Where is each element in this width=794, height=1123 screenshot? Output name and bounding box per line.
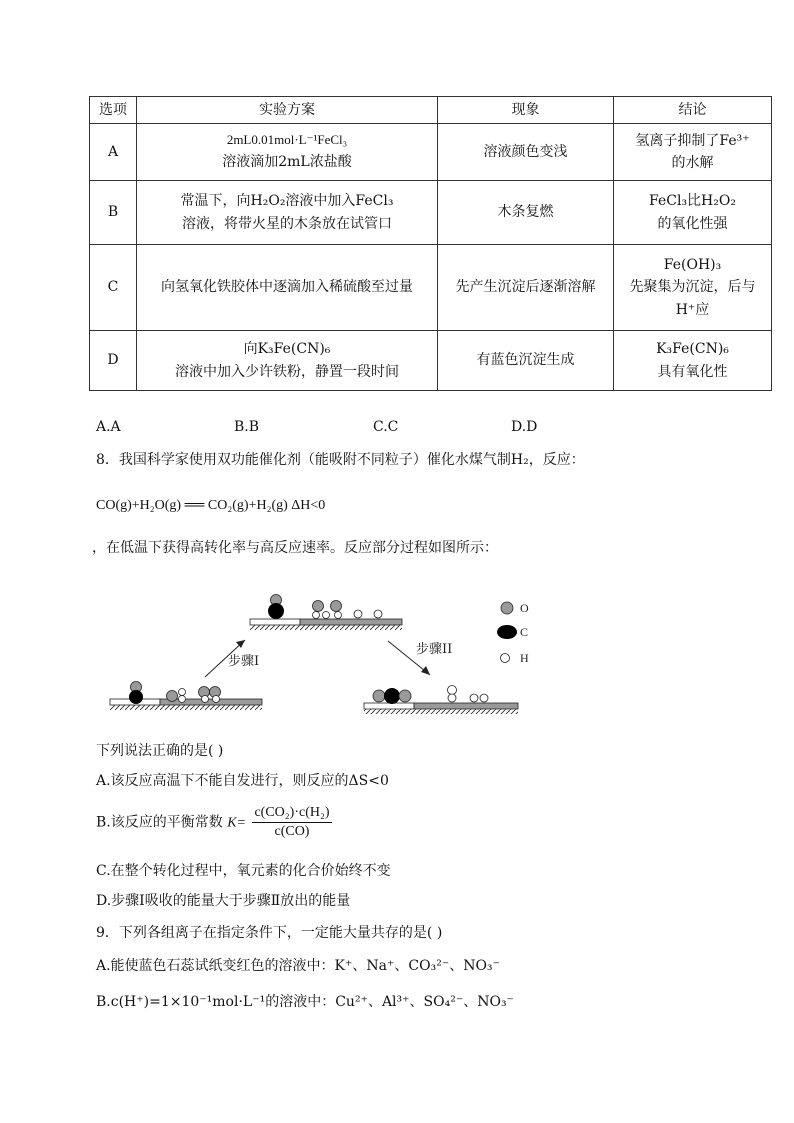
surface-final [364, 703, 518, 714]
q8-option-b[interactable] [96, 804, 334, 841]
diagram-legend [497, 601, 529, 665]
step2-label: 步骤II [416, 642, 453, 657]
molecule-co [268, 595, 284, 620]
plan-line: 2mL0.01mol·L⁻¹FeCl₃ [226, 132, 348, 148]
conclusion-line: Fe(OH)₃ [663, 256, 722, 273]
legend-label-hydrogen: H [520, 651, 529, 665]
row-conclusion [614, 331, 772, 391]
table-row [90, 124, 772, 181]
choice-c[interactable]: C.C [373, 419, 399, 435]
header-conclusion: 结论 [614, 97, 772, 124]
row-plan [137, 181, 438, 245]
row-phenomenon: 先产生沉淀后逐渐溶解 [438, 245, 614, 331]
header-option: 选项 [90, 97, 137, 124]
adsorbed-oh [313, 601, 383, 619]
q8-option-d[interactable]: D.步骤Ⅰ吸收的能量大于步骤Ⅱ放出的能量 [96, 893, 351, 909]
header-phenomenon: 现象 [438, 97, 614, 124]
plan-line: 溶液，将带火星的木条放在试管口 [182, 215, 392, 232]
row-phenomenon: 有蓝色沉淀生成 [438, 331, 614, 391]
q9-option-b[interactable]: B.c(H⁺)=1×10⁻¹mol·L⁻¹的溶液中：Cu²⁺、Al³⁺、SO₄²⁻、NO₃⁻ [96, 994, 514, 1010]
row-plan [137, 331, 438, 391]
row-option: A [90, 124, 137, 181]
reaction-process-diagram [100, 585, 560, 720]
row-conclusion [614, 124, 772, 181]
table-row [90, 181, 772, 245]
legend-swatch-carbon [497, 625, 517, 639]
q8-equation: CO(g)+H₂O(g) ══ CO₂(g)+H₂(g) ΔH<0 [96, 498, 326, 513]
surface-intermediate [250, 619, 402, 630]
q8-prompt: 下列说法正确的是( ) [96, 743, 224, 759]
q8-option-c[interactable]: C.在整个转化过程中，氧元素的化合价始终不变 [96, 863, 391, 879]
step1-label: 步骤I [228, 654, 260, 669]
fraction-denominator: c(CO) [274, 824, 310, 839]
choice-b[interactable]: B.B [234, 419, 260, 435]
plan-line: 溶液滴加2mL浓盐酸 [222, 154, 352, 171]
legend-swatch-oxygen [501, 602, 513, 614]
choice-d[interactable]: D.D [511, 419, 538, 435]
row-option: D [90, 331, 137, 391]
row-phenomenon: 溶液颜色变浅 [438, 124, 614, 181]
choice-a[interactable]: A.A [96, 419, 121, 435]
option-b-k: K= [227, 815, 246, 831]
header-plan: 实验方案 [137, 97, 438, 124]
conclusion-line: 的水解 [671, 155, 714, 171]
fraction-numerator: c(CO₂)·c(H₂) [252, 804, 331, 823]
q9-option-a[interactable]: A.能使蓝色石蕊试纸变红色的溶液中：K⁺、Na⁺、CO₃²⁻、NO₃⁻ [96, 958, 500, 974]
conclusion-line: 的氧化性强 [657, 215, 728, 232]
q8-stem: 8．我国科学家使用双功能催化剂（能吸附不同粒子）催化水煤气制H₂，反应： [96, 452, 585, 468]
plan-line: 常温下，向H₂O₂溶液中加入FeCl₃ [180, 193, 394, 210]
row-conclusion [614, 245, 772, 331]
conclusion-line: 先聚集为沉淀，后与 [629, 279, 756, 296]
option-b-prefix: B.该反应的平衡常数 [96, 814, 223, 831]
equilibrium-fraction [252, 804, 331, 841]
legend-swatch-hydrogen [501, 654, 510, 663]
table-row [90, 331, 772, 391]
row-phenomenon: 木条复燃 [438, 181, 614, 245]
plan-line: 溶液中加入少许铁粉，静置一段时间 [175, 363, 399, 380]
experiment-table [89, 96, 772, 391]
legend-label-carbon: C [520, 625, 529, 639]
molecule-co2 [373, 688, 411, 704]
q8-option-a[interactable]: A.该反应高温下不能自发进行，则反应的ΔS<0 [96, 773, 389, 789]
q8-stem-continued: ，在低温下获得高转化率与高反应速率。反应部分过程如图所示： [92, 540, 498, 556]
table-header-row [90, 97, 772, 124]
conclusion-line: H⁺应 [675, 301, 710, 318]
row-plan [137, 124, 438, 181]
molecule-h2 [448, 686, 489, 703]
row-option: B [90, 181, 137, 245]
conclusion-line: FeCl₃比H₂O₂ [649, 193, 736, 210]
table-row [90, 245, 772, 331]
row-plan: 向氢氧化铁胶体中逐滴加入稀硫酸至过量 [137, 245, 438, 331]
plan-line: 向K₃Fe(CN)₆ [243, 341, 331, 358]
conclusion-line: 氢离子抑制了Fe³⁺ [635, 132, 750, 149]
q9-stem: 9．下列各组离子在指定条件下，一定能大量共存的是( ) [96, 925, 443, 941]
legend-label-oxygen: O [520, 601, 529, 615]
conclusion-line: K₃Fe(CN)₆ [656, 341, 729, 358]
molecule-co [129, 682, 143, 705]
conclusion-line: 具有氧化性 [657, 363, 728, 380]
row-conclusion [614, 181, 772, 245]
row-option: C [90, 245, 137, 331]
